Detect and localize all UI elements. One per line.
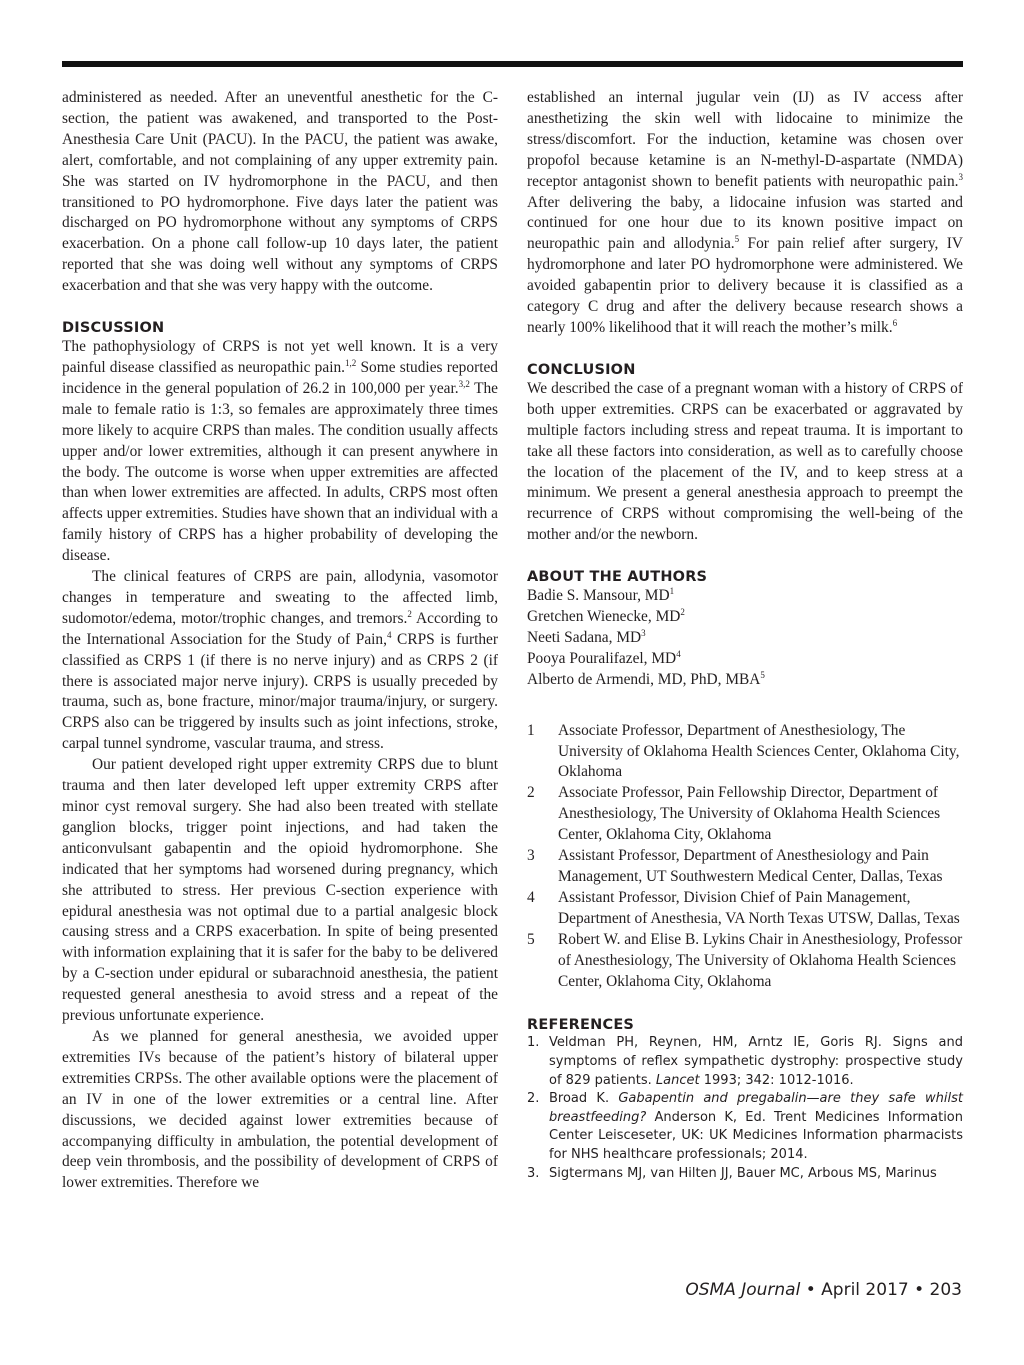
discussion-heading: DISCUSSION <box>62 320 165 337</box>
issue-date: April 2017 <box>821 1280 909 1300</box>
discussion-paragraph-4: As we planned for general anesthesia, we avoided upper extremities IVs because of the patient’s history of bilateral upper extremities CRPSs. The other available options were the placement of an IV in one of the lower extremities or a central line. After discussions, we decided against lower extremities because of accompanying difficulty in ambulation, the potential development of deep vein thrombosis, and the possibility of development of CRPS of lower extremities. Therefore we <box>62 1027 498 1192</box>
discussion-continued: established an internal jugular vein (IJ) as IV access after anesthetizing the skin well with lidocaine to minimize the stress/discomfort. For the induction, ketamine was chosen over propofol because ketamine is an N-methyl-D-aspartate (NMDA) receptor antagonist shown to benefit patients with neuropathic pain.$^3$ After delivering the baby, a lidocaine infusion was started and continued for one hour due to its known positive impact on neuropathic pain and allodynia.$^5$ For pain relief after surgery, IV hydromorphone and later PO hydromorphone were administered. We avoided gabapentin prior to delivery because it is classified as a category C drug and after the delivery because research shows a nearly 100% likelihood that it will reach the mother’s milk.$^6$ <box>527 89 963 336</box>
affiliation-item: 2 Associate Professor, Pain Fellowship Director, Department of Anesthesiology, The University of Oklahoma Health Sciences Center, Oklahoma City, Oklahoma <box>527 784 941 844</box>
citation: 3 <box>958 171 963 182</box>
affiliation-item: 5 Robert W. and Elise B. Lykins Chair in Anesthesiology, Professor of Anesthesiology, The University of Oklahoma Health Sciences Center, Oklahoma City, Oklahoma <box>527 930 963 990</box>
discussion-paragraph-1: The pathophysiology of CRPS is not yet well known. It is a very painful disease classified as neuropathic pain.$^{1,2}$ Some studies reported incidence in the general population of 26.2 in 100,000 per year.$^{3,2}$ The male to female ratio is 1:3, so females are approximately three times more likely to acquire CRPS than males. The condition usually affects upper and/or lower extremities, although it can present anywhere in the body. The outcome is worse when upper extremities are affected than when lower extremities are affected. In adults, CRPS most often affects upper extremities. Studies have shown that an individual with a family history of CRPS has a higher probability of developing the disease. <box>62 338 498 565</box>
citation: 6 <box>892 317 898 328</box>
citation: 2 <box>407 608 412 619</box>
journal-name: OSMA Journal <box>685 1280 801 1300</box>
discussion-paragraph-3: Our patient developed right upper extremity CRPS due to blunt trauma and then later developed left upper extremity CRPS after minor cyst removal surgery. She had also been treated with stellate ganglion blocks, trigger point injections, and had taken the anticonvulsant gabapentin and the opioid hydromorphone. She indicated that her symptoms had worsened during pregnancy, which she attributed to stress. Her previous C-section experience with epidural anesthesia was not optimal due to a partial analgesic block causing stress and a CRPS exacerbation. In spite of being presented with information explaining that it is safer for the baby to be delivered by a C-section under epidural or subarachnoid anesthesia, the patient requested general anesthesia to avoid stress and a repeat of the previous unfortunate experience. <box>62 756 498 1025</box>
reference-item: 2. Broad K. Gabapentin and pregabalin—are they safe whilst breastfeeding? Anderson K, Ed. Trent Medicines Information Center Leisceseter, UK: UK Medicines Information pharmacists for NHS healthcare professionals; 2014. <box>527 1091 963 1162</box>
author: Gretchen Wienecke, $MD^2$ <box>527 606 685 626</box>
author: Neeti Sadana, $MD^3$ <box>527 627 646 646</box>
affiliation-list <box>527 721 963 993</box>
author: Alberto de Armendi, MD, PhD, MBA$^5$ <box>527 669 765 688</box>
affiliation-item: 1 Associate Professor, Department of Anesthesiology, The University of Oklahoma Health Sciences Center, Oklahoma City, Oklahoma <box>527 721 960 781</box>
author: Pooya Pouralifazel, $MD^4$ <box>527 648 681 667</box>
left-column <box>62 88 498 1194</box>
citation: 5 <box>734 234 740 245</box>
reference-item: 1. Veldman PH, Reynen, HM, Arntz IE, Goris RJ. Signs and symptoms of reflex sympathetic dystrophy: prospective study of 829 patients. Lancet 1993; 342: 1012-1016. <box>527 1035 963 1088</box>
authors-heading: ABOUT THE AUTHORS <box>527 569 708 586</box>
author: Badie S. Mansour, $MD^1$ <box>527 586 675 605</box>
affiliation-item: 4 Assistant Professor, Division Chief of Pain Management, Department of Anesthesia, VA North Texas UTSW, Dallas, Texas <box>527 888 960 927</box>
citation: 1,2 <box>345 357 357 368</box>
conclusion-heading: CONCLUSION <box>527 361 636 378</box>
top-rule <box>62 61 963 67</box>
reference-item: 3. Sigtermans MJ, van Hilten JJ, Bauer MC, Arbous MS, Marinus <box>527 1165 937 1181</box>
right-column <box>527 88 963 1183</box>
author-list <box>527 586 963 691</box>
affiliation-item: 3 Assistant Professor, Department of Anesthesiology and Pain Management, UT Southwestern Medical Center, Dallas, Texas <box>527 847 943 885</box>
citation: 3,2 <box>458 378 470 389</box>
case-report-continued: administered as needed. After an uneventful anesthetic for the C-section, the patient was awakened, and transported to the Post-Anesthesia Care Unit (PACU). In the PACU, the patient was awake, alert, comfortable, and not complaining of any upper extremity pain. She was started on IV hydromorphone in the PACU, and then transitioned to PO hydromorphone. Five days later the patient was discharged on PO hydromorphone without any symptoms of CRPS exacerbation. On a phone call follow-up 10 days later, the patient reported that she was doing well without any symptoms of CRPS exacerbation and that she was very happy with the outcome. <box>62 89 498 295</box>
conclusion-text: We described the case of a pregnant woman with a history of CRPS of both upper extremities. CRPS can be exacerbated or aggravated by multiple factors including stress and repeat trauma. It is important to take all these factors into consideration, as well as to carefully choose the location of the placement of the IV, and to keep stress at a minimum. We present a general anesthesia approach to preempt the recurrence of CRPS without compromising the well-being of the mother and/or the newborn. <box>527 379 963 544</box>
discussion-paragraph-2: The clinical features of CRPS are pain, allodynia, vasomotor changes in temperature and sweating to the affected limb, sudomotor/edema, motor/trophic changes, and tremors.$^2$ According to the International Association for the Study of Pain,$^4$ CRPS is further classified as CRPS 1 (if there is no nerve injury) and as CRPS 2 (if there is associated major nerve injury). CRPS is usually preceded by trauma, such as, bone fracture, minor/major trauma/injury, or surgery. CRPS also can be triggered by insults such as joint infections, stroke, carpal tunnel syndrome, vascular trauma, and stress. <box>62 568 498 753</box>
page-footer: OSMA Journal • April 2017 • 203 <box>685 1280 962 1300</box>
citation: 4 <box>386 629 392 640</box>
references-heading: REFERENCES <box>527 1017 635 1034</box>
page-number: 203 <box>929 1280 962 1300</box>
reference-list <box>527 1034 963 1183</box>
